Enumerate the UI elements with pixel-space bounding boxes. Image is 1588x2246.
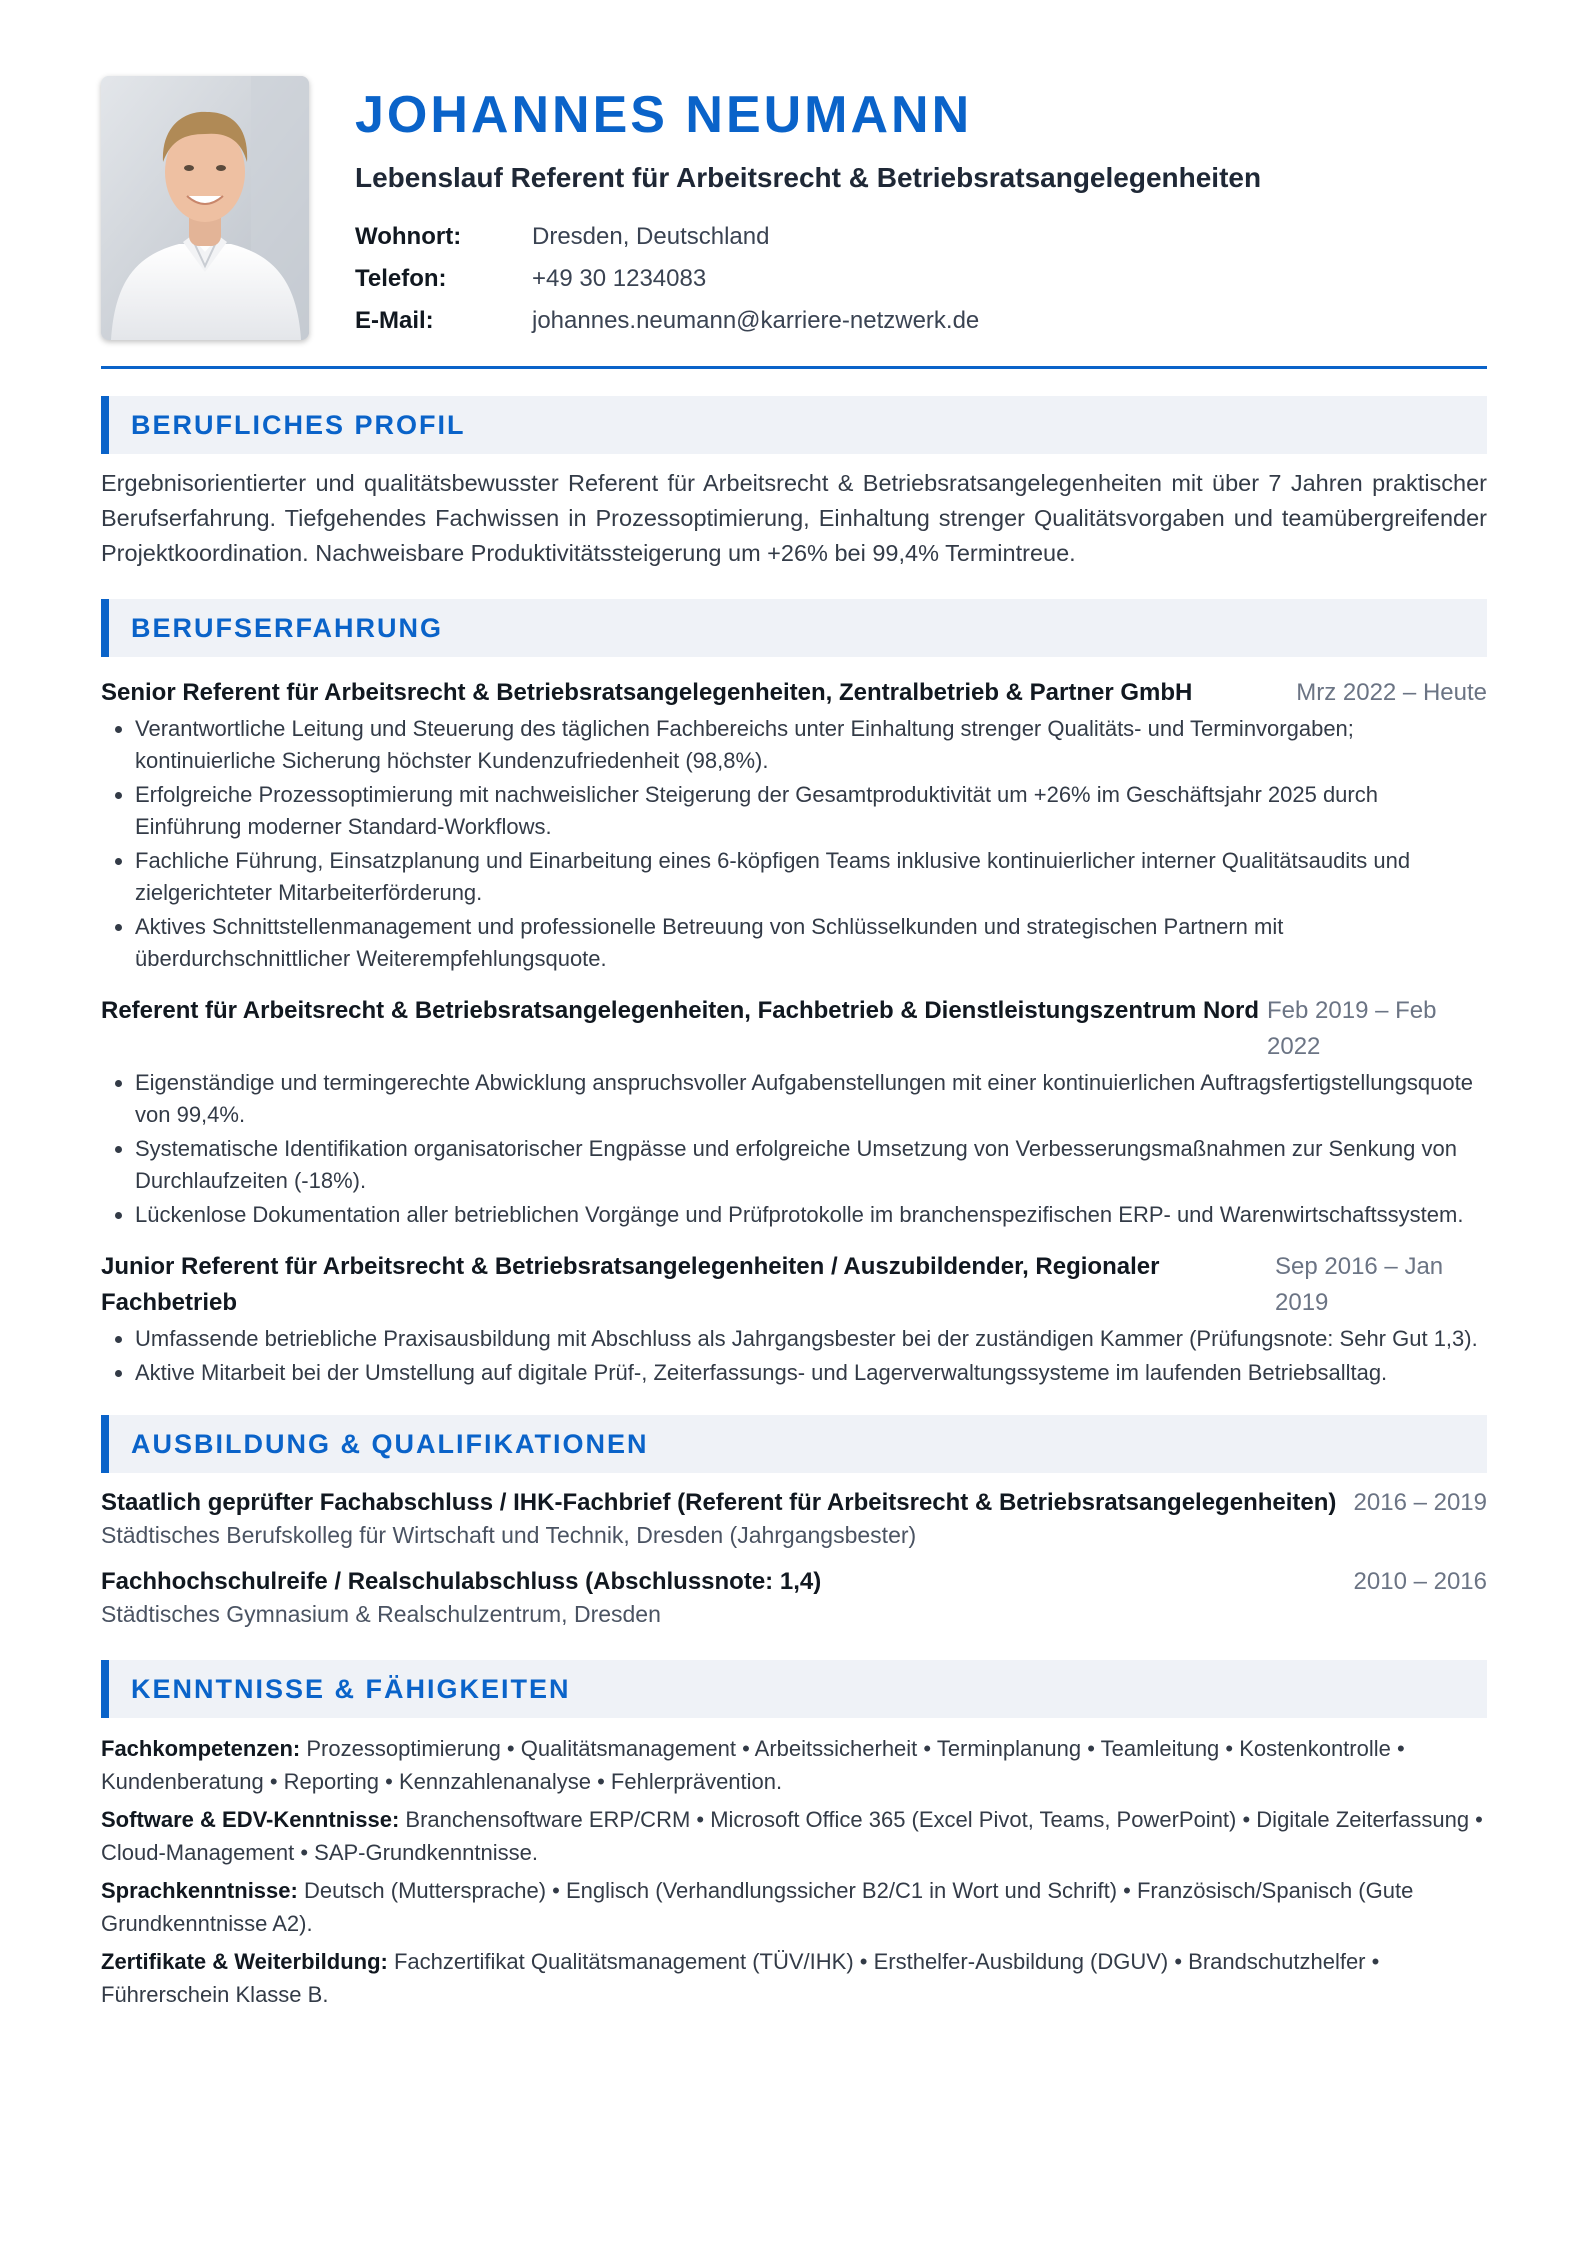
education-entry (101, 1487, 1487, 1551)
contact-value: +49 30 1234083 (532, 265, 707, 292)
list-item: • Erfolgreiche Prozessoptimierung mit nachweislicher Steigerung der Gesamtproduktivität um +26% im Geschäftsjahr 2025 durch Einführung moderner Standard-Workflows. (135, 779, 1487, 843)
list-item: • Eigenständige und termingerechte Abwicklung anspruchsvoller Aufgabenstellungen mit einer kontinuierlichen Auftragsfertigstellungsquote von 99,4%. (135, 1067, 1487, 1131)
contact-residence (355, 216, 1487, 258)
job-entry (101, 675, 1487, 975)
contact-phone (355, 258, 1487, 300)
profile-photo (101, 76, 309, 340)
list-item: • Aktive Mitarbeit bei der Umstellung auf digitale Prüf-, Zeiterfassungs- und Lagerverwaltungssysteme im laufenden Betriebsalltag. (135, 1357, 1487, 1389)
job-entry (101, 993, 1487, 1231)
section-title: BERUFSERFAHRUNG (101, 599, 1487, 657)
cv-header (101, 0, 1487, 358)
candidate-name: JOHANNES NEUMANN (355, 86, 973, 144)
job-entry (101, 1249, 1487, 1389)
education-title: Staatlich geprüfter Fachabschluss / IHK-Fachbrief (Referent für Arbeitsrecht & Betriebsratsangelegenheiten) (101, 1489, 1337, 1516)
education-section (101, 1415, 1487, 1630)
header-divider (101, 366, 1487, 369)
contact-label: Telefon: (355, 265, 447, 292)
profile-section (101, 396, 1487, 571)
education-date: 2016 – 2019 (1353, 1489, 1487, 1516)
contact-label: E-Mail: (355, 307, 434, 334)
list-item: • Lückenlose Dokumentation aller betrieblichen Vorgänge und Prüfprotokolle im branchenspezifischen ERP- und Warenwirtschaftssystem. (135, 1199, 1487, 1231)
list-item: • Verantwortliche Leitung und Steuerung des täglichen Fachbereichs unter Einhaltung strenger Qualitäts- und Terminvorgaben; kontinuierliche Sicherung höchster Kundenzufriedenheit (98,8%). (135, 713, 1487, 777)
contact-email (355, 300, 1487, 342)
skill-row (101, 1874, 1487, 1940)
contact-label: Wohnort: (355, 223, 462, 250)
contact-list (355, 216, 1487, 342)
skill-value: Prozessoptimierung • Qualitätsmanagement • Arbeitssicherheit • Terminplanung • Teamleitung • Kostenkontrolle • Kundenberatung • Reporting • Kennzahlenanalyse • Fehlerprävention. (101, 1736, 1405, 1794)
section-title: BERUFLICHES PROFIL (101, 396, 1487, 454)
job-bullets (101, 713, 1487, 975)
section-title: KENNTNISSE & FÄHIGKEITEN (101, 1660, 1487, 1718)
skill-label: Software & EDV-Kenntnisse: (101, 1807, 400, 1832)
job-bullets (101, 1067, 1487, 1231)
job-title: Junior Referent für Arbeitsrecht & Betriebsratsangelegenheiten / Auszubildender, Regionaler Fachbetrieb (101, 1253, 1160, 1316)
job-title: Senior Referent für Arbeitsrecht & Betriebsratsangelegenheiten, Zentralbetrieb & Partner GmbH (101, 679, 1193, 706)
list-item: • Aktives Schnittstellenmanagement und professionelle Betreuung von Schlüsselkunden und strategischen Partnern mit überdurchschnittlicher Weiterempfehlungsquote. (135, 911, 1487, 975)
list-item: • Systematische Identifikation organisatorischer Engpässe und erfolgreiche Umsetzung von Verbesserungsmaßnahmen zur Senkung von Durchlaufzeiten (-18%). (135, 1133, 1487, 1197)
education-school: Städtisches Gymnasium & Realschulzentrum, Dresden (101, 1601, 661, 1627)
skills-section (101, 1660, 1487, 2011)
job-bullets (101, 1323, 1487, 1389)
experience-section (101, 599, 1487, 1389)
contact-value: Dresden, Deutschland (532, 223, 770, 250)
contact-value: johannes.neumann@karriere-netzwerk.de (532, 307, 980, 334)
skill-value: Deutsch (Muttersprache) • Englisch (Verhandlungssicher B2/C1 in Wort und Schrift) • Französisch/Spanisch (Gute Grundkenntnisse A2). (101, 1878, 1414, 1936)
header-text (355, 84, 1487, 342)
skill-row (101, 1945, 1487, 2011)
skill-row (101, 1803, 1487, 1869)
skill-value: Branchensoftware ERP/CRM • Microsoft Office 365 (Excel Pivot, Teams, PowerPoint) • Digitale Zeiterfassung • Cloud-Management • SAP-Grundkenntnisse. (101, 1807, 1483, 1865)
skill-label: Fachkompetenzen: (101, 1736, 301, 1761)
skill-value: Fachzertifikat Qualitätsmanagement (TÜV/IHK) • Ersthelfer-Ausbildung (DGUV) • Brandschutzhelfer • Führerschein Klasse B. (101, 1949, 1380, 2007)
education-date: 2010 – 2016 (1353, 1568, 1487, 1595)
job-date: Mrz 2022 – Heute (1296, 679, 1487, 706)
job-title: Referent für Arbeitsrecht & Betriebsratsangelegenheiten, Fachbetrieb & Dienstleistungszentrum Nord (101, 997, 1260, 1024)
skill-row (101, 1732, 1487, 1798)
education-school: Städtisches Berufskolleg für Wirtschaft und Technik, Dresden (Jahrgangsbester) (101, 1522, 917, 1548)
cv-subtitle: Lebenslauf Referent für Arbeitsrecht & Betriebsratsangelegenheiten (355, 162, 1262, 193)
education-title: Fachhochschulreife / Realschulabschluss (Abschlussnote: 1,4) (101, 1568, 822, 1595)
job-date: Feb 2019 – Feb 2022 (1267, 997, 1437, 1060)
skill-label: Sprachkenntnisse: (101, 1878, 298, 1903)
job-date: Sep 2016 – Jan 2019 (1275, 1253, 1444, 1316)
skill-label: Zertifikate & Weiterbildung: (101, 1949, 388, 1974)
profile-text: Ergebnisorientierter und qualitätsbewusster Referent für Arbeitsrecht & Betriebsratsangelegenheiten mit über 7 Jahren praktischer Berufserfahrung. Tiefgehendes Fachwissen in Prozessoptimierung, Einhaltung strenger Qualitätsvorgaben und teamübergreifender Projektkoordination. Nachweisbare Produktivitätssteigerung um +26% bei 99,4% Termintreue. (101, 470, 1487, 566)
education-entry (101, 1566, 1487, 1630)
list-item: • Fachliche Führung, Einsatzplanung und Einarbeitung eines 6-köpfigen Teams inklusive kontinuierlicher interner Qualitätsaudits und zielgerichteter Mitarbeiterförderung. (135, 845, 1487, 909)
list-item: • Umfassende betriebliche Praxisausbildung mit Abschluss als Jahrgangsbester bei der zuständigen Kammer (Prüfungsnote: Sehr Gut 1,3). (135, 1323, 1487, 1355)
section-title: AUSBILDUNG & QUALIFIKATIONEN (101, 1415, 1487, 1473)
